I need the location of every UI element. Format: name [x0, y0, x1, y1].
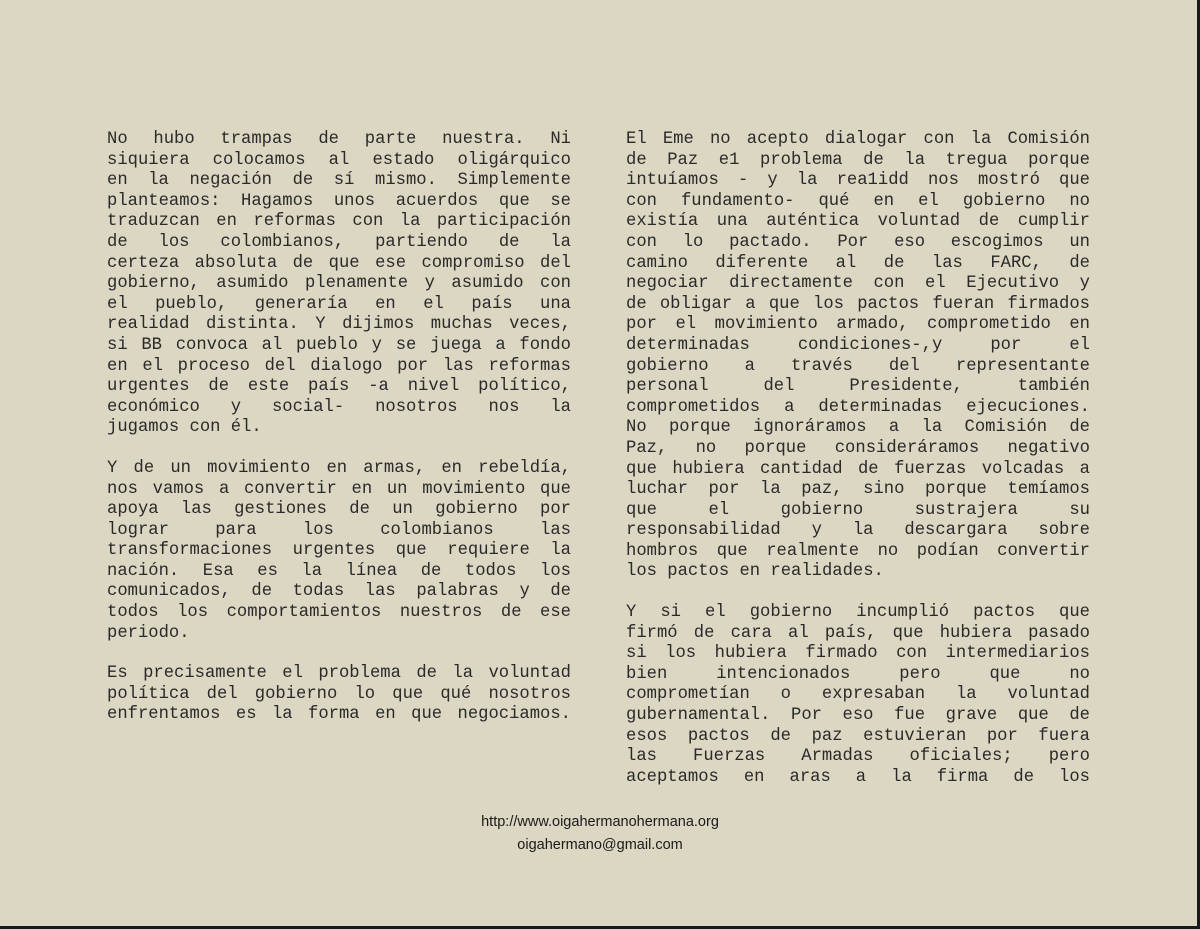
- text-line: negociar directamente con el Ejecutivo y: [626, 274, 1090, 294]
- text-line: gobierno a través del representante: [626, 356, 1090, 376]
- text-line: las Fuerzas Armadas oficiales; pero: [626, 747, 1090, 767]
- text-line: Y si el gobierno incumplió pactos que: [626, 603, 1090, 623]
- text-line: lograr para los colombianos las: [107, 520, 571, 540]
- text-line: si los hubiera firmado con intermediarios: [626, 644, 1090, 664]
- text-line: traduzcan en reformas con la participación: [107, 212, 571, 232]
- text-line: camino diferente al de las FARC, de: [626, 253, 1090, 273]
- text-line: existía una auténtica voluntad de cumplir: [626, 212, 1090, 232]
- text-line: el pueblo, generaría en el país una: [107, 294, 571, 314]
- left-column: [107, 130, 571, 746]
- text-line: determinadas condiciones-,y por el: [626, 335, 1090, 355]
- text-line: periodo.: [107, 623, 190, 643]
- text-line: que hubiera cantidad de fuerzas volcadas a: [626, 459, 1090, 479]
- text-line: planteamos: Hagamos unos acuerdos que se: [107, 191, 571, 211]
- footer: [0, 811, 1200, 857]
- text-line: con lo pactado. Por eso escogimos un: [626, 232, 1090, 252]
- text-line: de obligar a que los pactos fueran firmados: [626, 294, 1090, 314]
- text-line: en la negación de sí mismo. Simplemente: [107, 171, 571, 191]
- text-line: comprometidos a determinadas ejecuciones.: [626, 397, 1090, 417]
- text-line: esos pactos de paz estuvieran por fuera: [626, 726, 1090, 746]
- text-line: Y de un movimiento en armas, en rebeldía,: [107, 458, 571, 478]
- paragraph-1: [107, 130, 571, 439]
- text-line: responsabilidad y la descargara sobre: [626, 521, 1090, 541]
- text-line: que el gobierno sustrajera su: [626, 500, 1090, 520]
- right-column: [626, 130, 1090, 808]
- text-line: en el proceso del dialogo por las reformas: [107, 356, 571, 376]
- text-line: gubernamental. Por eso fue grave que de: [626, 706, 1090, 726]
- text-line: si BB convoca al pueblo y se juega a fondo: [107, 335, 571, 355]
- text-line: todos los comportamientos nuestros de ese: [107, 603, 571, 623]
- text-line: económico y social- nosotros nos la: [107, 397, 571, 417]
- text-line: comunicados, de todas las palabras y de: [107, 582, 571, 602]
- text-line: de Paz e1 problema de la tregua porque: [626, 150, 1090, 170]
- text-line: de los colombianos, partiendo de la: [107, 232, 571, 252]
- text-line: con fundamento- qué en el gobierno no: [626, 191, 1090, 211]
- text-line: apoya las gestiones de un gobierno por: [107, 500, 571, 520]
- text-line: bien intencionados pero que no: [626, 664, 1090, 684]
- text-line: jugamos con él.: [107, 418, 262, 438]
- text-line: por el movimiento armado, comprometido en: [626, 315, 1090, 335]
- text-line: política del gobierno lo que qué nosotros: [107, 684, 571, 704]
- text-line: certeza absoluta de que ese compromiso del: [107, 253, 571, 273]
- text-line: El Eme no acepto dialogar con la Comisión: [626, 130, 1090, 149]
- paragraph-3: [107, 664, 571, 726]
- paragraph-5: [626, 603, 1090, 788]
- text-line: enfrentamos es la forma en que negociamos.: [107, 705, 571, 725]
- text-line: nos vamos a convertir en un movimiento que: [107, 479, 571, 499]
- text-line: gobierno, asumido plenamente y asumido con: [107, 274, 571, 294]
- paragraph-2: [107, 459, 571, 644]
- contact-email: oigahermano@gmail.com: [517, 837, 683, 853]
- text-line: urgentes de este país -a nivel político,: [107, 377, 571, 397]
- text-line: realidad distinta. Y dijimos muchas veces,: [107, 315, 571, 335]
- text-line: comprometían o expresaban la voluntad: [626, 685, 1090, 705]
- text-line: intuíamos - y la rea1idd nos mostró que: [626, 171, 1090, 191]
- text-line: siquiera colocamos al estado oligárquico: [107, 150, 571, 170]
- text-line: Paz, no porque consideráramos negativo: [626, 438, 1090, 458]
- text-line: firmó de cara al país, que hubiera pasado: [626, 623, 1090, 643]
- text-line: No porque ignoráramos a la Comisión de: [626, 418, 1090, 438]
- paragraph-4: [626, 130, 1090, 583]
- text-line: transformaciones urgentes que requiere la: [107, 541, 571, 561]
- text-line: los pactos en realidades.: [626, 562, 884, 582]
- text-line: personal del Presidente, también: [626, 377, 1090, 397]
- text-line: nación. Esa es la línea de todos los: [107, 561, 571, 581]
- website-url: http://www.oigahermanohermana.org: [481, 814, 719, 830]
- text-line: No hubo trampas de parte nuestra. Ni: [107, 130, 571, 149]
- text-line: Es precisamente el problema de la voluntad: [107, 664, 571, 684]
- text-line: luchar por la paz, sino porque temíamos: [626, 480, 1090, 500]
- text-line: aceptamos en aras a la firma de los: [626, 767, 1090, 787]
- text-line: hombros que realmente no podían convertir: [626, 541, 1090, 561]
